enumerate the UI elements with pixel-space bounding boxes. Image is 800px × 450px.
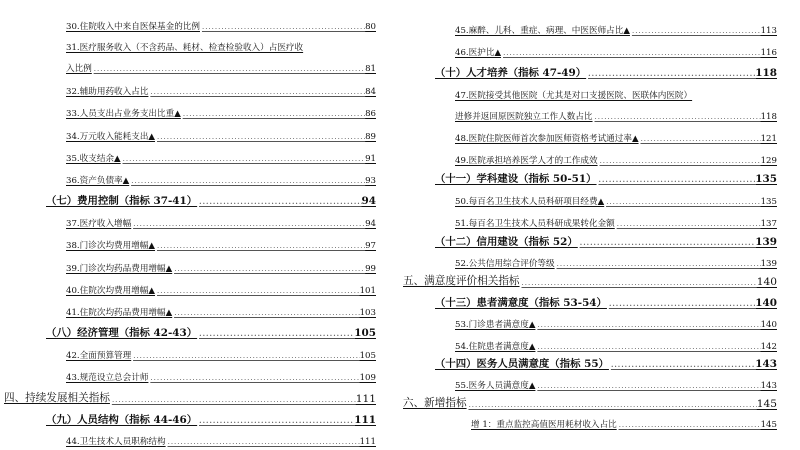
toc-entry-title: （十）人才培养（指标 47-49） <box>435 67 587 79</box>
toc-entry-page: 139 <box>755 236 777 248</box>
toc-entry-title: 55.医务人员满意度▲ <box>455 381 536 391</box>
toc-entry-page: 86 <box>365 109 376 119</box>
toc-entry-title: 52.公共信用综合评价等级 <box>455 259 555 269</box>
toc-entry-page: 139 <box>760 259 777 269</box>
toc-entry-54[interactable] <box>425 334 777 352</box>
toc-entry-49[interactable] <box>425 148 777 166</box>
toc-entry-title: 进修并返回原医院独立工作人数占比 <box>455 112 593 122</box>
toc-entry-38[interactable] <box>36 233 376 251</box>
toc-chapter-6[interactable] <box>403 392 777 410</box>
toc-entry-title: 34.万元收入能耗支出▲ <box>66 132 156 142</box>
toc-entry-33[interactable] <box>36 101 376 119</box>
toc-entry-page: 142 <box>760 342 777 352</box>
toc-entry-title: 31.医疗服务收入（不含药品、耗材、检查检验收入）占医疗收 <box>66 43 304 53</box>
toc-entry-title: 四、持续发展相关指标 <box>4 392 110 404</box>
toc-entry-title: 53.门诊患者满意度▲ <box>455 320 536 330</box>
toc-entry-35[interactable] <box>36 146 376 164</box>
toc-entry-page: 97 <box>365 241 376 251</box>
toc-entry-title: 37.医疗收入增幅 <box>66 219 132 229</box>
toc-entry-page: 94 <box>365 219 376 229</box>
toc-entry-title: 38.门诊次均费用增幅▲ <box>66 241 156 251</box>
toc-entry-title: 41.住院次均药品费用增幅▲ <box>66 308 173 318</box>
toc-entry-page: 135 <box>755 173 777 185</box>
toc-entry-title: 51.每百名卫生技术人员科研成果转化金额 <box>455 219 615 229</box>
toc-entry-title: 39.门诊次均药品费用增幅▲ <box>66 264 173 274</box>
toc-entry-page: 140 <box>755 297 777 309</box>
toc-section-10[interactable] <box>425 61 777 79</box>
toc-entry-page: 111 <box>359 437 376 447</box>
toc-entry-page: 118 <box>760 112 777 122</box>
toc-entry-page: 118 <box>755 67 777 79</box>
toc-chapter-4[interactable] <box>4 387 376 405</box>
toc-entry-34[interactable] <box>36 124 376 142</box>
toc-entry-title: 33.人员支出占业务支出比重▲ <box>66 109 181 119</box>
toc-entry-title: 40.住院次均费用增幅▲ <box>66 286 156 296</box>
toc-entry-title: 50.每百名卫生技术人员科研项目经费▲ <box>455 197 605 207</box>
toc-entry-page: 99 <box>365 264 376 274</box>
toc-entry-title: 48.医院住院医师首次参加医师资格考试通过率▲ <box>455 134 639 144</box>
toc-entry-page: 137 <box>760 219 777 229</box>
toc-entry-44[interactable] <box>36 429 376 447</box>
toc-entry-title: （十一）学科建设（指标 50-51） <box>435 173 597 185</box>
toc-entry-page: 145 <box>760 420 777 430</box>
toc-entry-title: （八）经济管理（指标 42-43） <box>46 327 198 339</box>
toc-entry-page: 94 <box>361 195 376 207</box>
toc-entry-title: （九）人员结构（指标 44-46） <box>46 414 198 426</box>
toc-entry-page: 105 <box>354 327 376 339</box>
toc-entry-title: 32.辅助用药收入占比 <box>66 87 149 97</box>
toc-entry-title: 45.麻醉、儿科、重症、病理、中医医师占比▲ <box>455 26 630 36</box>
toc-entry-47[interactable] <box>425 83 777 101</box>
toc-entry-title: （十二）信用建设（指标 52） <box>435 236 578 248</box>
toc-entry-title: 六、新增指标 <box>403 397 467 409</box>
toc-entry-page: 109 <box>359 373 376 383</box>
toc-entry-title: （十四）医务人员满意度（指标 55） <box>435 358 609 370</box>
toc-entry-31[interactable] <box>36 35 376 53</box>
toc-entry-title: 五、满意度评价相关指标 <box>403 275 520 287</box>
toc-entry-53[interactable] <box>425 312 777 330</box>
toc-entry-39[interactable] <box>36 256 376 274</box>
toc-entry-55[interactable] <box>425 373 777 391</box>
toc-entry-30[interactable] <box>36 14 376 32</box>
toc-entry-41[interactable] <box>36 300 376 318</box>
toc-entry-37[interactable] <box>36 211 376 229</box>
toc-entry-page: 93 <box>365 176 376 186</box>
toc-entry-52[interactable] <box>425 251 777 269</box>
toc-entry-page: 145 <box>756 398 777 410</box>
toc-entry-page: 140 <box>756 276 777 288</box>
toc-entry-47-cont[interactable] <box>425 104 777 122</box>
toc-entry-page: 84 <box>365 87 376 97</box>
toc-section-8[interactable] <box>36 321 376 339</box>
toc-entry-50[interactable] <box>425 189 777 207</box>
toc-entry-31-cont[interactable] <box>36 56 376 74</box>
toc-entry-add-1[interactable] <box>425 412 777 430</box>
toc-entry-title: 35.收支结余▲ <box>66 154 121 164</box>
toc-entry-title: 入比例 <box>66 64 92 74</box>
toc-entry-page: 101 <box>359 286 376 296</box>
toc-entry-page: 105 <box>359 351 376 361</box>
toc-entry-title: 47.医院接受其他医院（尤其是对口支援医院、医联体内医院） <box>455 91 693 101</box>
toc-section-13[interactable] <box>425 291 777 309</box>
toc-entry-page: 103 <box>359 308 376 318</box>
toc-entry-36[interactable] <box>36 168 376 186</box>
toc-entry-title: 43.规范设立总会计师 <box>66 373 149 383</box>
toc-entry-title: 增 1：重点监控高值医用耗材收入占比 <box>471 420 617 430</box>
toc-entry-32[interactable] <box>36 79 376 97</box>
toc-section-12[interactable] <box>425 230 777 248</box>
toc-section-14[interactable] <box>425 352 777 370</box>
toc-entry-title: 30.住院收入中来自医保基金的比例 <box>66 22 200 32</box>
toc-entry-46[interactable] <box>425 40 777 58</box>
toc-entry-51[interactable] <box>425 211 777 229</box>
toc-chapter-5[interactable] <box>403 270 777 288</box>
toc-entry-title: 36.资产负债率▲ <box>66 176 130 186</box>
toc-entry-page: 129 <box>760 156 777 166</box>
toc-entry-page: 113 <box>760 26 777 36</box>
toc-entry-page: 91 <box>365 154 376 164</box>
toc-entry-43[interactable] <box>36 365 376 383</box>
toc-entry-title: 54.住院患者满意度▲ <box>455 342 536 352</box>
toc-entry-title: 46.医护比▲ <box>455 48 502 58</box>
toc-section-11[interactable] <box>425 167 777 185</box>
toc-entry-title: 49.医院承担培养医学人才的工作成效 <box>455 156 598 166</box>
toc-entry-page: 143 <box>755 358 777 370</box>
toc-entry-48[interactable] <box>425 126 777 144</box>
toc-entry-page: 135 <box>760 197 777 207</box>
toc-entry-page: 116 <box>760 48 777 58</box>
toc-entry-42[interactable] <box>36 343 376 361</box>
toc-entry-title: 42.全面预算管理 <box>66 351 132 361</box>
toc-entry-40[interactable] <box>36 278 376 296</box>
toc-entry-45[interactable] <box>425 18 777 36</box>
toc-entry-page: 89 <box>365 132 376 142</box>
toc-entry-page: 140 <box>760 320 777 330</box>
toc-entry-page: 143 <box>760 381 777 391</box>
toc-section-9[interactable] <box>36 408 376 426</box>
toc-entry-title: （七）费用控制（指标 37-41） <box>46 195 198 207</box>
toc-entry-page: 80 <box>365 22 376 32</box>
toc-entry-page: 111 <box>354 414 376 426</box>
toc-entry-page: 111 <box>355 393 376 405</box>
toc-section-7[interactable] <box>36 189 376 207</box>
toc-entry-title: （十三）患者满意度（指标 53-54） <box>435 297 607 309</box>
toc-entry-page: 121 <box>760 134 777 144</box>
toc-entry-page: 81 <box>365 64 376 74</box>
toc-entry-title: 44.卫生技术人员职称结构 <box>66 437 166 447</box>
